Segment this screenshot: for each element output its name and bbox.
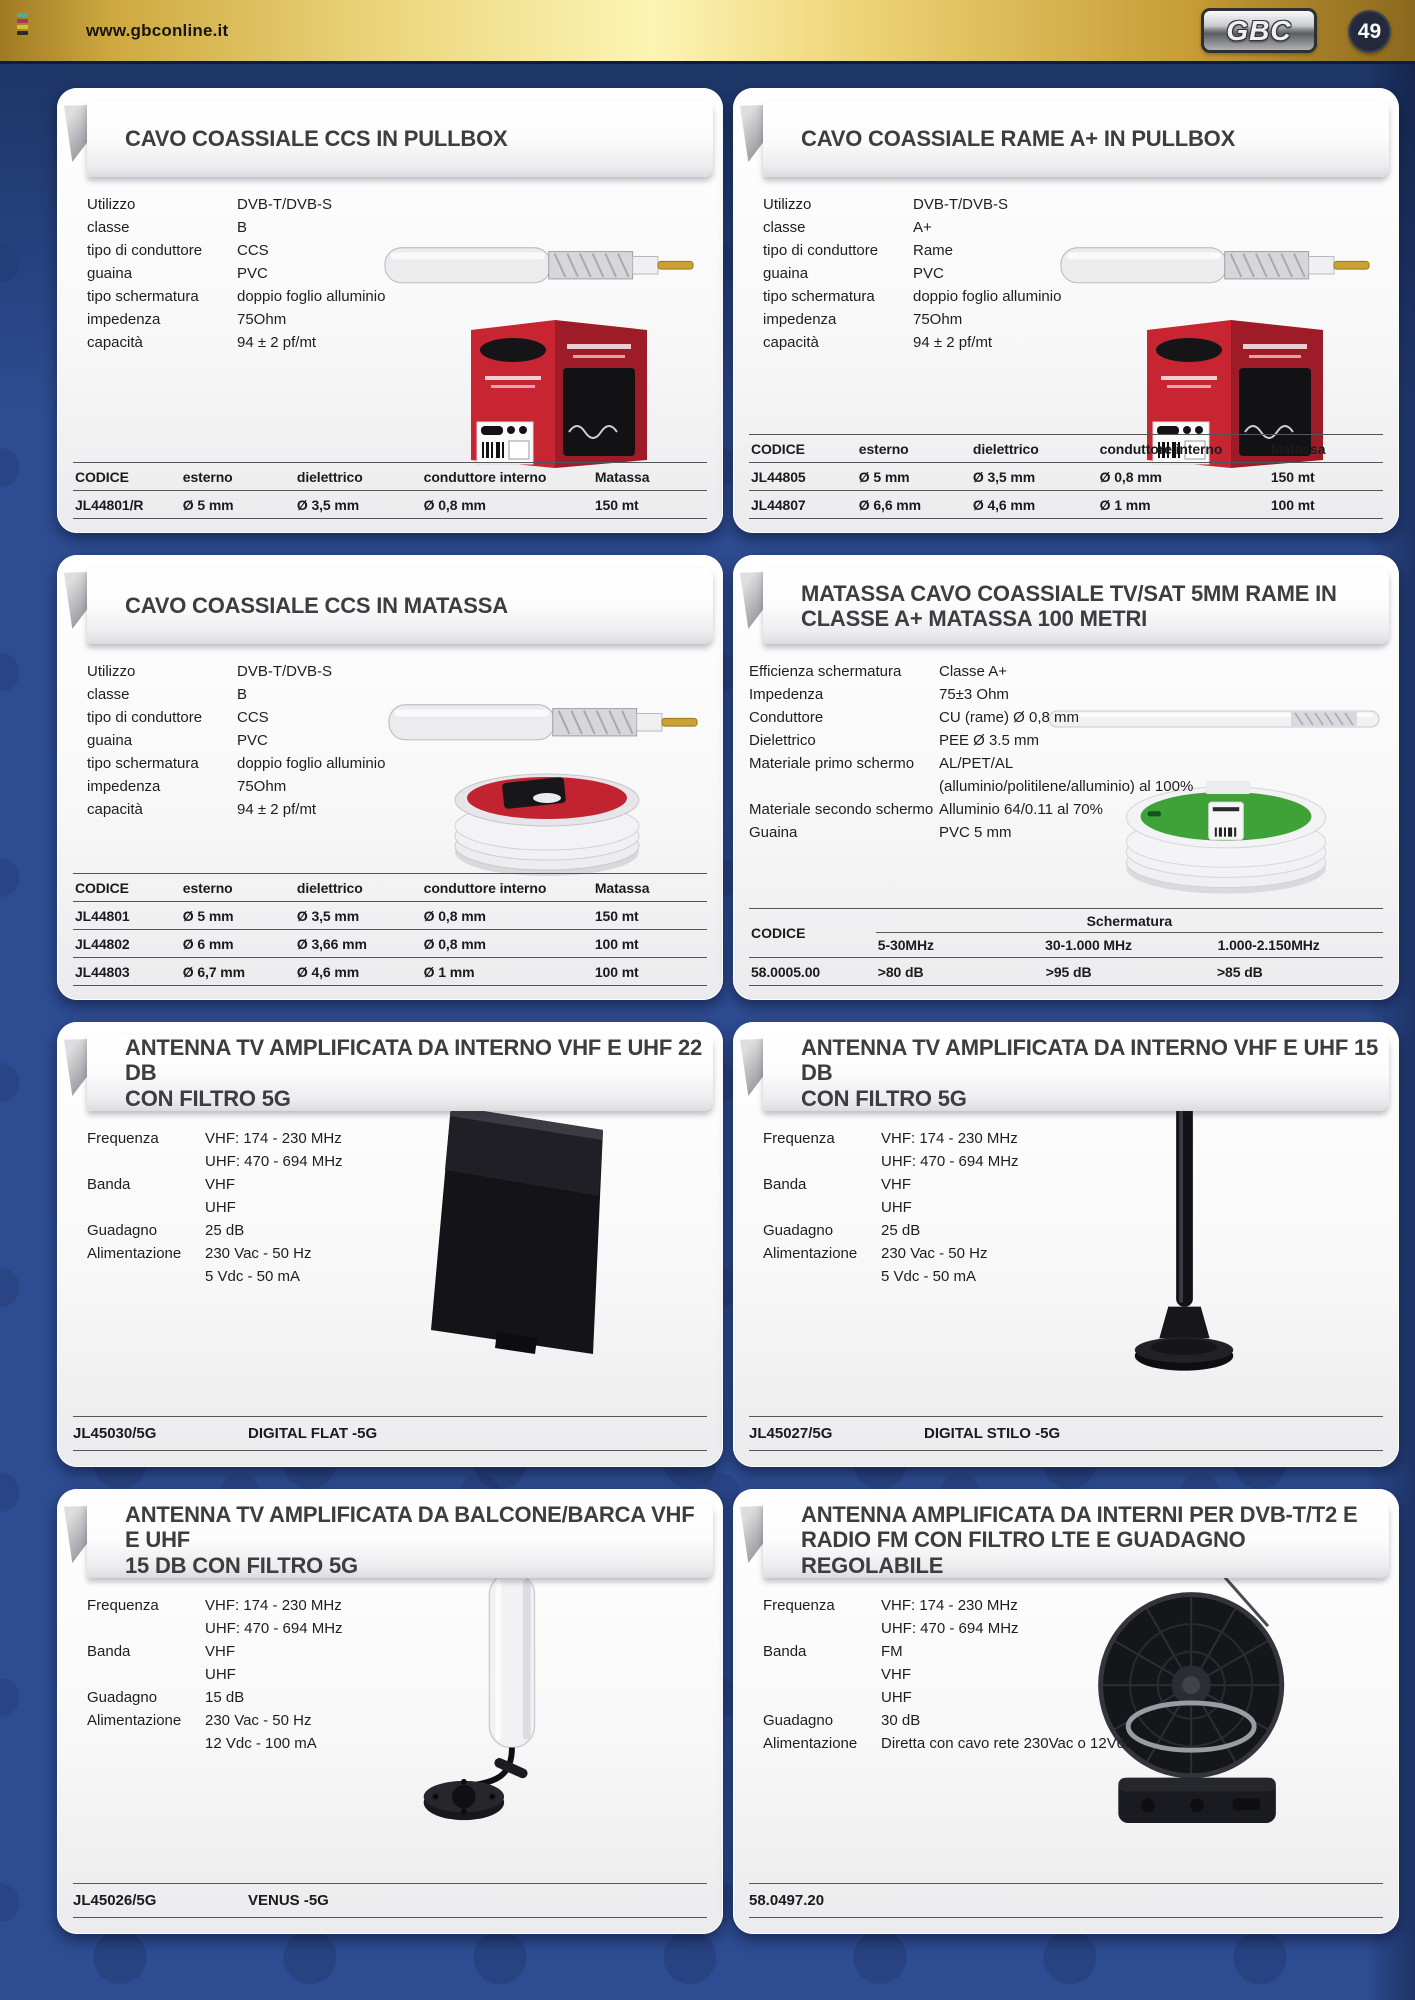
spec-label: guaina [763, 265, 809, 282]
spec-value: FM VHF UHF [881, 1643, 912, 1706]
spec-label: Banda [763, 1176, 807, 1193]
card-title-line: CAVO COASSIALE CCS IN MATASSA [125, 593, 508, 619]
table-header-cell: esterno [858, 440, 909, 457]
spec-value: Diretta con cavo rete 230Vac o 12Vdc [881, 1735, 1133, 1752]
spec-value: VHF UHF [205, 1643, 236, 1683]
table-header-cell: 30-1.000 MHz [1045, 937, 1132, 953]
table-cell: Ø 0,8 mm [1099, 468, 1162, 485]
spec-value: CCS [237, 709, 269, 726]
product-code-row [73, 1416, 707, 1451]
table-body [73, 490, 707, 518]
card-title-line: MATASSA CAVO COASSIALE TV/SAT 5MM RAME IN [801, 580, 1337, 606]
product-code: JL45030/5G [73, 1425, 157, 1442]
spec-value: Alluminio 64/0.11 al 70% [939, 801, 1103, 818]
spec-row [57, 285, 723, 308]
product-card-antenna-stilo [733, 1022, 1399, 1467]
table-cell: >85 dB [1216, 963, 1263, 980]
card-title-banner [763, 568, 1389, 644]
table-cell: Ø 0,8 mm [423, 907, 486, 924]
spec-label: capacità [87, 334, 143, 351]
spec-value: A+ [913, 219, 932, 236]
spec-row [57, 308, 723, 331]
table-row [749, 957, 1383, 985]
card-title-banner [87, 1502, 713, 1578]
spec-label: guaina [87, 732, 133, 749]
table-row [73, 929, 707, 957]
product-card-antenna-venus [57, 1489, 723, 1934]
spec-row [733, 1640, 1399, 1709]
spec-row [733, 262, 1399, 285]
spec-label: Frequenza [763, 1597, 835, 1614]
product-card-ccs-matassa [57, 555, 723, 1000]
spec-label: Utilizzo [87, 196, 136, 213]
product-grid [0, 64, 1415, 1934]
product-code: 58.0497.20 [749, 1892, 825, 1909]
spec-value: VHF: 174 - 230 MHz UHF: 470 - 694 MHz [881, 1597, 1019, 1637]
table-header-row [73, 462, 707, 490]
product-card-matassa-tvsat [733, 555, 1399, 1000]
codes-table [749, 434, 1383, 519]
table-header-row [73, 873, 707, 901]
spec-row [733, 1127, 1399, 1173]
table-row [749, 462, 1383, 490]
spec-value: DVB-T/DVB-S [913, 196, 1009, 213]
spec-value: 75Ohm [237, 311, 287, 328]
spec-value: 230 Vac - 50 Hz 5 Vdc - 50 mA [205, 1245, 312, 1285]
spec-label: Banda [763, 1643, 807, 1660]
print-registration-mark [17, 13, 28, 35]
spec-label: tipo di conduttore [87, 242, 203, 259]
table-row [749, 490, 1383, 518]
spec-row [57, 798, 723, 821]
spec-label: Frequenza [87, 1597, 159, 1614]
spec-list [57, 193, 723, 354]
spec-label: Conduttore [749, 709, 824, 726]
spec-row [733, 1173, 1399, 1219]
table-cell: Ø 3,5 mm [296, 907, 360, 924]
spec-label: classe [763, 219, 806, 236]
codes-table [73, 873, 707, 986]
spec-value: CCS [237, 242, 269, 259]
spec-list [57, 660, 723, 821]
spec-value: PEE Ø 3.5 mm [939, 732, 1040, 749]
table-header-cell: dielettrico [296, 879, 363, 896]
spec-row [733, 1242, 1399, 1288]
spec-label: Guaina [749, 824, 798, 841]
spec-label: Materiale primo schermo [749, 755, 915, 772]
spec-row [733, 331, 1399, 354]
table-cell: JL44805 [751, 468, 806, 485]
spec-value: AL/PET/AL (alluminio/politilene/alluminio) al 100% [939, 755, 1194, 795]
table-cell: Ø 0,8 mm [423, 496, 486, 513]
spec-value: 15 dB [205, 1689, 245, 1706]
spec-value: VHF: 174 - 230 MHz UHF: 470 - 694 MHz [205, 1597, 343, 1637]
table-header-cell: Matassa [594, 468, 650, 485]
card-title-line: CAVO COASSIALE CCS IN PULLBOX [125, 126, 508, 152]
spec-row [57, 1709, 723, 1755]
spec-row [57, 660, 723, 683]
table-header-cell: esterno [182, 879, 233, 896]
card-title-line: CAVO COASSIALE RAME A+ IN PULLBOX [801, 126, 1236, 152]
product-code-row [749, 1883, 1383, 1918]
spec-label: classe [87, 686, 130, 703]
spec-row [57, 1219, 723, 1242]
card-title [801, 581, 1389, 631]
spec-row [733, 1219, 1399, 1242]
table-header-cell: Matassa [1270, 440, 1326, 457]
card-title-banner [763, 1502, 1389, 1578]
spec-row [733, 216, 1399, 239]
table-cell: JL44801 [75, 907, 130, 924]
spec-value: VHF UHF [205, 1176, 236, 1216]
spec-label: Guadagno [87, 1222, 158, 1239]
table-header-cell: dielettrico [972, 440, 1039, 457]
product-code-row [73, 1883, 707, 1918]
spec-value: PVC 5 mm [939, 824, 1012, 841]
spec-list [733, 1127, 1399, 1288]
spec-value: 94 ± 2 pf/mt [237, 334, 317, 351]
spec-value: 25 dB [881, 1222, 921, 1239]
spec-value: 94 ± 2 pf/mt [237, 801, 317, 818]
spec-label: Materiale secondo schermo [749, 801, 934, 818]
spec-value: doppio foglio alluminio [913, 288, 1062, 305]
spec-value: doppio foglio alluminio [237, 288, 386, 305]
table-cell: >95 dB [1045, 963, 1092, 980]
spec-label: tipo schermatura [87, 755, 199, 772]
table-cell: 100 mt [1270, 496, 1315, 513]
card-title-line: ANTENNA TV AMPLIFICATA DA BALCONE/BARCA VHF E UHF [125, 1502, 695, 1553]
spec-row [57, 1594, 723, 1640]
spec-label: Banda [87, 1643, 131, 1660]
gbc-logo-text: GBC [1226, 14, 1292, 46]
spec-row [57, 1173, 723, 1219]
card-title-line: RADIO FM CON FILTRO LTE E GUADAGNO REGOLABILE [801, 1527, 1246, 1578]
table-cell: JL44803 [75, 963, 130, 980]
spec-label: Alimentazione [763, 1735, 858, 1752]
card-title [125, 1502, 713, 1577]
spec-row [733, 193, 1399, 216]
table-body [749, 462, 1383, 518]
table-cell: Ø 0,8 mm [423, 935, 486, 952]
product-card-antenna-flat [57, 1022, 723, 1467]
spec-value: VHF UHF [881, 1176, 912, 1216]
table-cell: JL44807 [751, 496, 806, 513]
spec-label: Alimentazione [763, 1245, 858, 1262]
spec-label: Impedenza [749, 686, 824, 703]
spec-row [57, 262, 723, 285]
card-title-banner [87, 1035, 713, 1111]
card-title [801, 1502, 1389, 1577]
spec-value: 230 Vac - 50 Hz 12 Vdc - 100 mA [205, 1712, 317, 1752]
card-title [125, 1035, 713, 1110]
spec-label: Utilizzo [87, 663, 136, 680]
product-card-antenna-round [733, 1489, 1399, 1934]
spec-label: tipo di conduttore [87, 709, 203, 726]
table-header-row [749, 434, 1383, 462]
card-title [125, 593, 713, 618]
card-title [801, 126, 1389, 151]
spec-value: DVB-T/DVB-S [237, 196, 333, 213]
table-cell: Ø 5 mm [182, 907, 234, 924]
table-cell: Ø 6 mm [182, 935, 234, 952]
spec-value: CU (rame) Ø 0,8 mm [939, 709, 1080, 726]
spec-label: Dielettrico [749, 732, 816, 749]
table-header-cell: Matassa [594, 879, 650, 896]
spec-value: 75±3 Ohm [939, 686, 1009, 703]
product-name: DIGITAL STILO -5G [924, 1425, 1061, 1442]
card-title-line: ANTENNA TV AMPLIFICATA DA INTERNO VHF E UHF 22 DB [125, 1035, 703, 1086]
spec-row [57, 1686, 723, 1709]
spec-value: 25 dB [205, 1222, 245, 1239]
table-header-block [749, 908, 1383, 957]
spec-row [57, 775, 723, 798]
spec-row [733, 729, 1399, 752]
table-cell: Ø 5 mm [858, 468, 910, 485]
table-cell: Ø 6,7 mm [182, 963, 245, 980]
spec-value: 94 ± 2 pf/mt [913, 334, 993, 351]
spec-row [733, 752, 1399, 798]
product-code-row [749, 1416, 1383, 1451]
card-title [801, 1035, 1389, 1110]
card-title-line: CON FILTRO 5G [801, 1085, 967, 1111]
spec-label: Guadagno [763, 1712, 834, 1729]
spec-label: impedenza [87, 778, 161, 795]
table-header-cell: dielettrico [296, 468, 363, 485]
card-title-banner [87, 101, 713, 177]
spec-label: Alimentazione [87, 1245, 182, 1262]
spec-label: Guadagno [763, 1222, 834, 1239]
spec-row [57, 193, 723, 216]
table-cell: >80 dB [877, 963, 924, 980]
spec-value: PVC [237, 732, 268, 749]
table-cell: JL44801/R [75, 496, 144, 513]
spec-row [733, 1709, 1399, 1732]
table-header-cell: CODICE [75, 468, 129, 485]
spec-label: Frequenza [87, 1130, 159, 1147]
card-title-line: CLASSE A+ MATASSA 100 METRI [801, 606, 1148, 631]
table-header-cell: CODICE [751, 925, 806, 941]
spec-row [733, 660, 1399, 683]
table-group-label: Schermatura [876, 909, 1383, 933]
spec-row [57, 239, 723, 262]
spec-value: doppio foglio alluminio [237, 755, 386, 772]
table-header-cell: esterno [182, 468, 233, 485]
spec-row [57, 729, 723, 752]
spec-label: tipo schermatura [87, 288, 199, 305]
spec-label: classe [87, 219, 130, 236]
spec-row [57, 216, 723, 239]
spec-list [733, 193, 1399, 354]
table-header-cell: conduttore interno [423, 879, 547, 896]
card-title-banner [763, 1035, 1389, 1111]
spec-row [733, 821, 1399, 844]
table-cell: 58.0005.00 [751, 963, 821, 980]
table-header-cell: CODICE [75, 879, 129, 896]
card-title-line: ANTENNA TV AMPLIFICATA DA INTERNO VHF E UHF 15 DB [801, 1035, 1379, 1086]
table-header-cell: conduttore interno [1099, 440, 1223, 457]
spec-row [733, 1594, 1399, 1640]
table-header-cell: 5-30MHz [877, 937, 934, 953]
gbc-logo [1201, 8, 1317, 53]
spec-label: Efficienza schermatura [749, 663, 902, 680]
table-cell: Ø 4,6 mm [296, 963, 360, 980]
table-cell: Ø 6,6 mm [858, 496, 921, 513]
table-cell: Ø 1 mm [423, 963, 475, 980]
spec-value: B [237, 686, 248, 703]
spec-value: PVC [913, 265, 944, 282]
spec-label: capacità [87, 801, 143, 818]
card-title-line: ANTENNA AMPLIFICATA DA INTERNI PER DVB-T/T2 E [801, 1502, 1358, 1528]
spec-row [733, 285, 1399, 308]
spec-value: Classe A+ [939, 663, 1007, 680]
card-title-banner [763, 101, 1389, 177]
spec-value: B [237, 219, 248, 236]
spec-row [733, 239, 1399, 262]
spec-row [733, 706, 1399, 729]
table-row [73, 490, 707, 518]
spec-value: 75Ohm [913, 311, 963, 328]
page-number-badge: 49 [1348, 10, 1391, 53]
table-cell: 150 mt [594, 496, 639, 513]
spec-label: impedenza [763, 311, 837, 328]
codes-table [73, 462, 707, 519]
product-name: DIGITAL FLAT -5G [248, 1425, 378, 1442]
table-cell: Ø 5 mm [182, 496, 234, 513]
spec-value: VHF: 174 - 230 MHz UHF: 470 - 694 MHz [205, 1130, 343, 1170]
spec-row [57, 1127, 723, 1173]
website-url[interactable]: www.gbconline.it [86, 21, 229, 40]
spec-row [733, 798, 1399, 821]
table-header-cell: CODICE [751, 440, 805, 457]
table-cell: Ø 4,6 mm [972, 496, 1036, 513]
table-cell: 100 mt [594, 963, 639, 980]
spec-value: DVB-T/DVB-S [237, 663, 333, 680]
table-header-group [876, 909, 1383, 957]
spec-row [733, 308, 1399, 331]
spec-label: capacità [763, 334, 819, 351]
card-title-line: CON FILTRO 5G [125, 1085, 291, 1111]
spec-list [57, 1127, 723, 1288]
spec-label: Banda [87, 1176, 131, 1193]
spec-value: PVC [237, 265, 268, 282]
product-code: JL45027/5G [749, 1425, 833, 1442]
spec-row [57, 683, 723, 706]
spec-value: 230 Vac - 50 Hz 5 Vdc - 50 mA [881, 1245, 988, 1285]
spec-value: 75Ohm [237, 778, 287, 795]
spec-row [57, 1640, 723, 1686]
product-card-ccs-pullbox [57, 88, 723, 533]
table-header-cell: conduttore interno [423, 468, 547, 485]
table-cell: JL44802 [75, 935, 130, 952]
spec-row [733, 683, 1399, 706]
spec-label: tipo di conduttore [763, 242, 879, 259]
spec-list [733, 1594, 1399, 1755]
product-name: VENUS -5G [248, 1892, 329, 1909]
table-cell: Ø 3,5 mm [972, 468, 1036, 485]
table-subheader-row [876, 933, 1383, 957]
card-title [125, 126, 713, 151]
table-cell: 150 mt [594, 907, 639, 924]
spec-label: guaina [87, 265, 133, 282]
schermatura-table [749, 908, 1383, 986]
product-card-rame-pullbox [733, 88, 1399, 533]
spec-value: Rame [913, 242, 954, 259]
table-cell: Ø 3,66 mm [296, 935, 367, 952]
table-cell: 150 mt [1270, 468, 1315, 485]
spec-label: tipo schermatura [763, 288, 875, 305]
table-body [73, 901, 707, 985]
spec-value: 30 dB [881, 1712, 921, 1729]
table-cell: Ø 3,5 mm [296, 496, 360, 513]
spec-row [57, 706, 723, 729]
spec-label: Frequenza [763, 1130, 835, 1147]
table-cell: Ø 1 mm [1099, 496, 1151, 513]
spec-list [57, 1594, 723, 1755]
table-cell: 100 mt [594, 935, 639, 952]
table-row [73, 957, 707, 985]
card-title-banner [87, 568, 713, 644]
spec-label: Alimentazione [87, 1712, 182, 1729]
spec-value: VHF: 174 - 230 MHz UHF: 470 - 694 MHz [881, 1130, 1019, 1170]
spec-row [57, 752, 723, 775]
spec-label: Utilizzo [763, 196, 812, 213]
spec-row [733, 1732, 1399, 1755]
table-row [73, 901, 707, 929]
spec-label: Guadagno [87, 1689, 158, 1706]
spec-row [57, 1242, 723, 1288]
spec-row [57, 331, 723, 354]
card-title-line: 15 DB CON FILTRO 5G [125, 1552, 358, 1578]
product-code: JL45026/5G [73, 1892, 157, 1909]
gold-header-bar [0, 0, 1415, 64]
spec-list [733, 660, 1399, 844]
table-header-cell: 1.000-2.150MHz [1217, 937, 1320, 953]
spec-label: impedenza [87, 311, 161, 328]
